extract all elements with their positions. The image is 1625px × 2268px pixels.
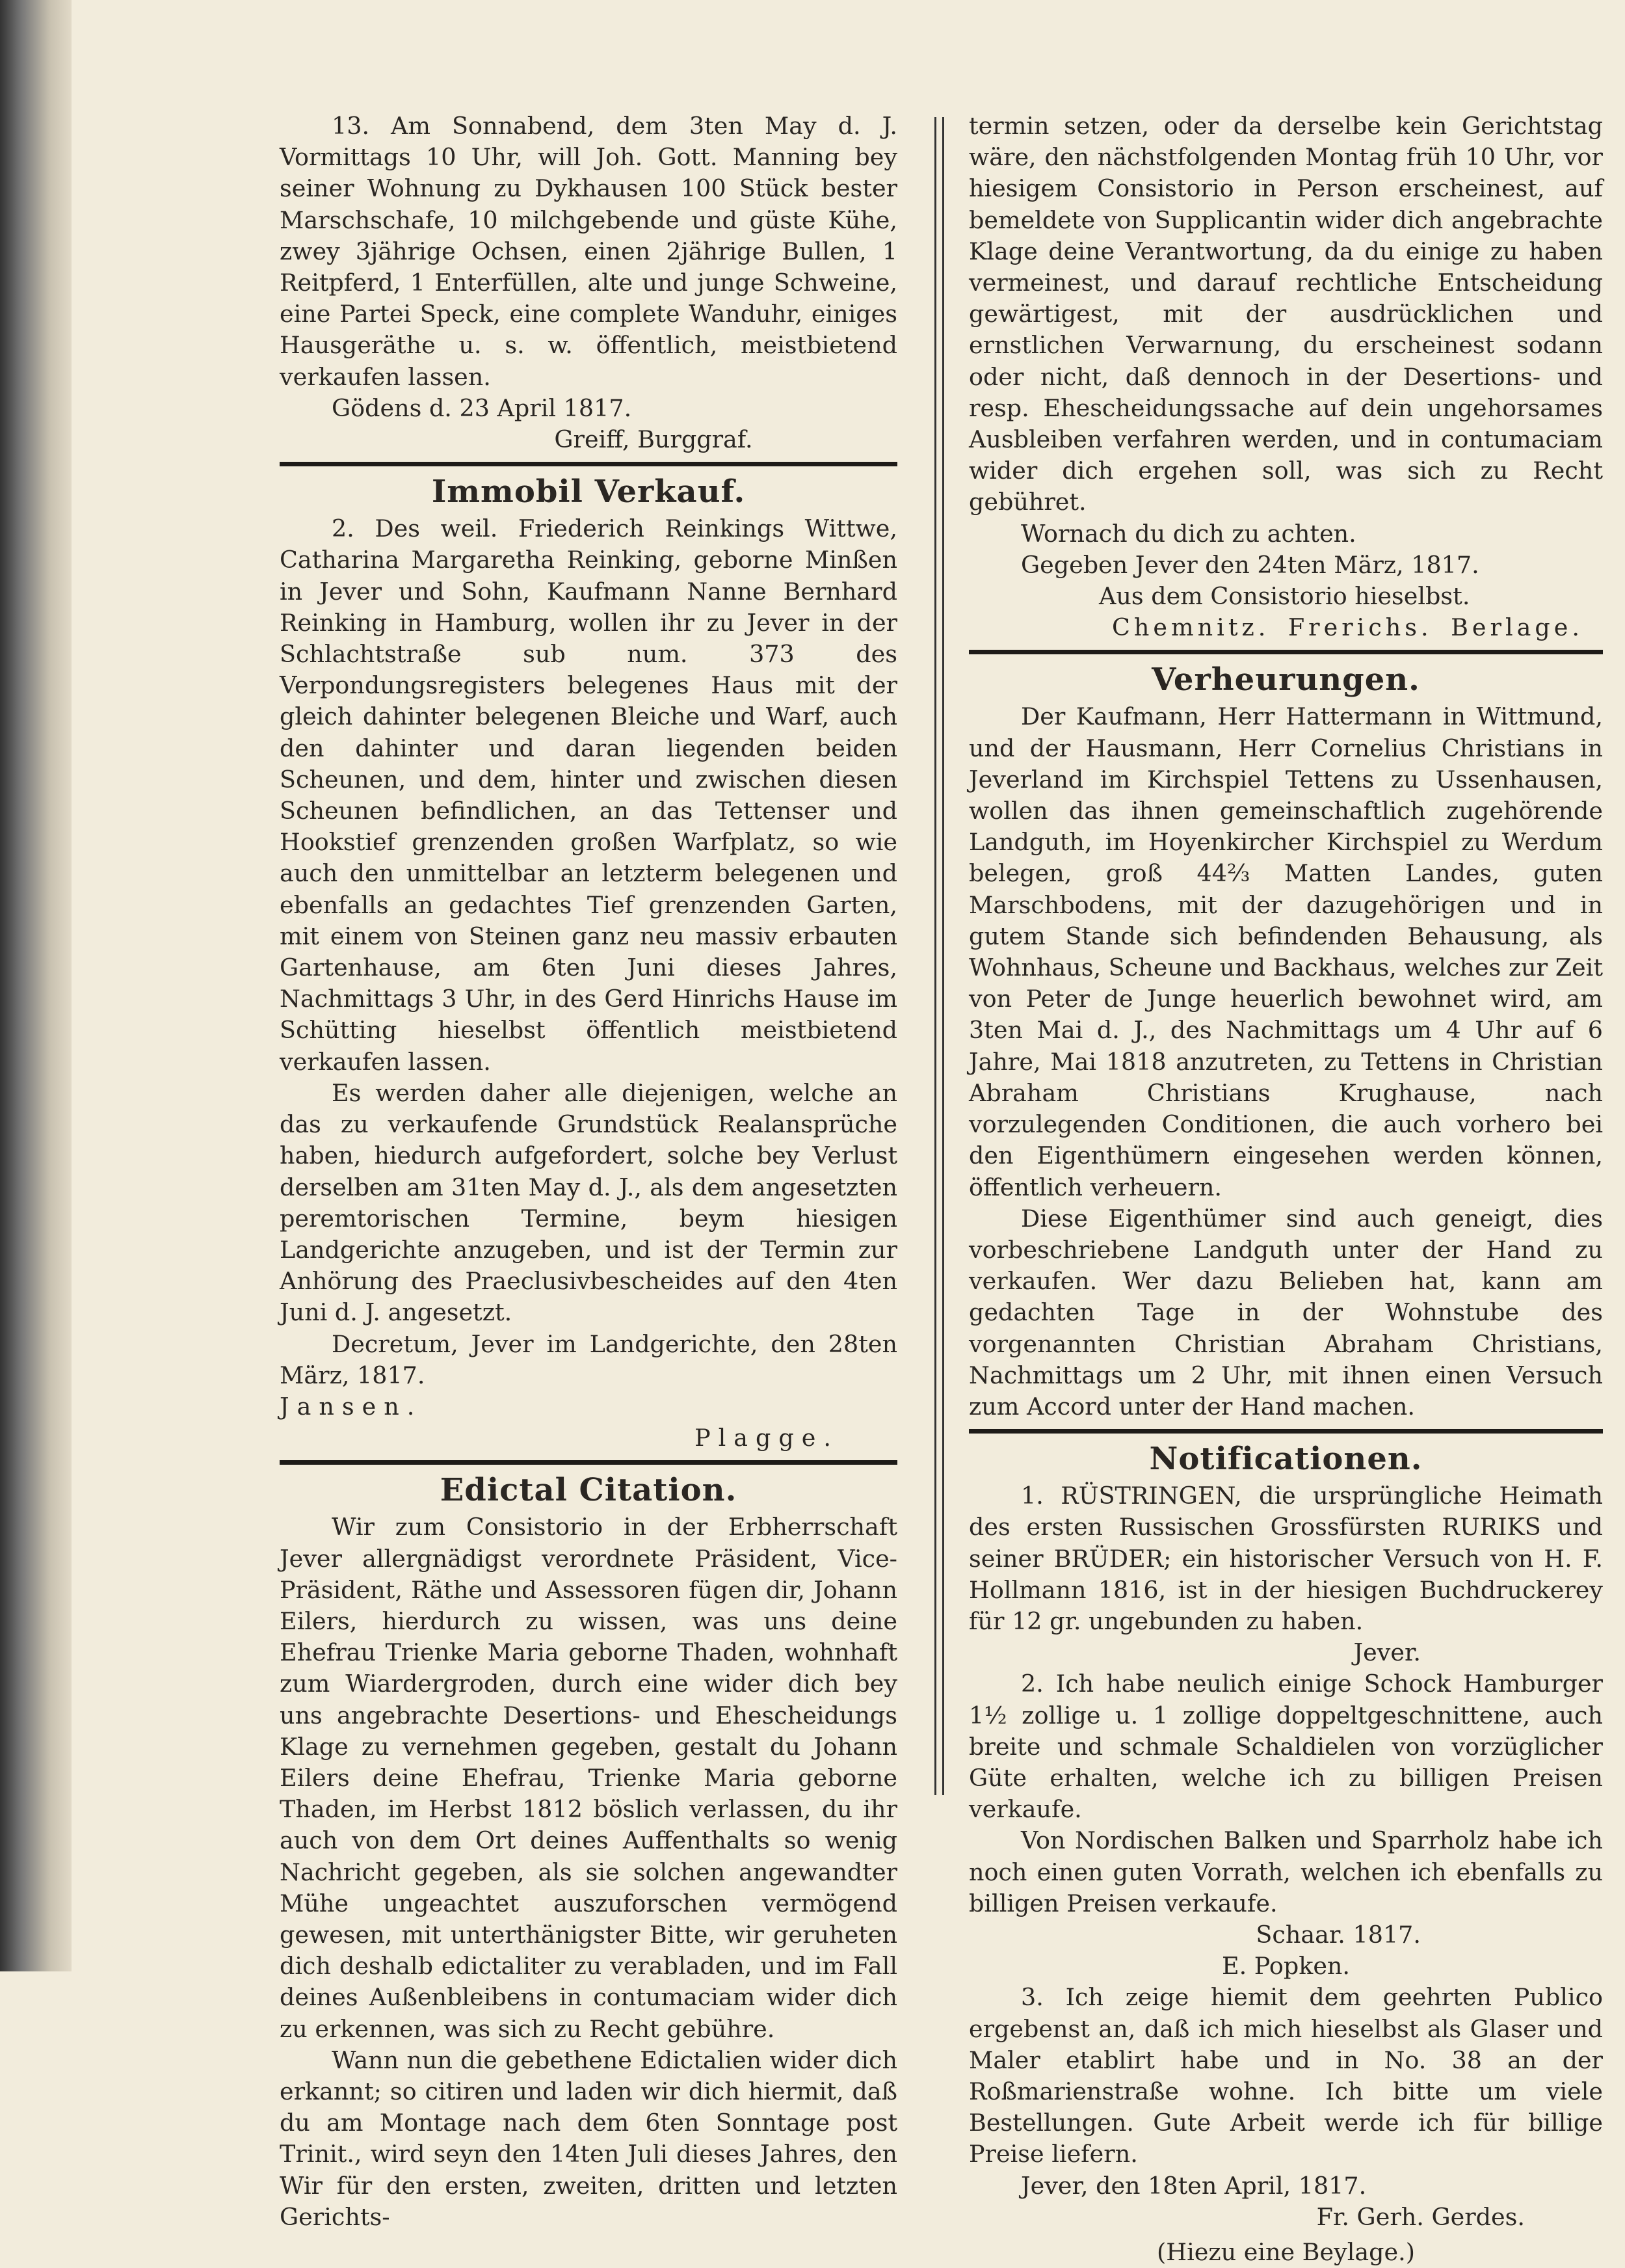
notification-3-signature: Fr. Gerh. Gerdes. xyxy=(1316,2202,1525,2231)
edictal-paragraph-1: Wir zum Consistorio in der Erbherrschaft Jever allergnädigst verordnete Präsident, Vice-Präsident, Räthe und Assessoren fügen dir, Johann Eilers, hierdurch zu wissen, was uns deine Ehefrau Trienke Maria geborne Thaden, wohnhaft zum Wiardergroden, durch eine wider dich bey uns angebrachte Desertions- und Ehescheidungs Klage zu vernehmen gegeben, gestalt du Johann Eilers deine Ehefrau, Trienke Maria geborne Thaden, im Herbst 1812 böslich verlassen, du ihr auch von dem Ort deines Auffenthalts so wenig Nachricht gegeben, als sie solchen angewandter Mühe ungeachtet auszuforschen vermögend gewesen, mit unterthänigster Bitte, wir geruheten dich deshalb edictaliter zu verabladen, und im Fall deines Außenbleibens in contumaciam wider dich zu erkennen, was sich zu Recht gebühre. xyxy=(280,1513,897,2043)
verheurungen-heading: Verheurungen. xyxy=(1152,661,1420,699)
notificationen-heading: Notificationen. xyxy=(1149,1441,1423,1478)
left-column xyxy=(280,111,897,2233)
section-rule xyxy=(969,650,1603,654)
book-spine-shadow xyxy=(0,0,72,1971)
notification-2-place: Schaar. 1817. xyxy=(1256,1920,1421,1949)
signature-frerichs: Frerichs. xyxy=(1288,613,1433,642)
edictal-paragraph-2: Wann nun die gebethene Edictalien wider dich erkannt; so citiren und laden wir dich hiermit, daß du am Montage nach dem 6ten Sonntage post Trinit., wird seyn den 14ten Juli dieses Jahres, den Wir für den ersten, zweiten, dritten und letzten Gerichts- xyxy=(280,2046,897,2231)
verheurungen-paragraph-2: Diese Eigenthümer sind auch geneigt, dies vorbeschriebene Landguth unter der Hand zu verkaufen. Wer dazu Belieben hat, kann am gedachten Tage in der Wohnstube des vorgenannten Christian Abraham Christians, Nachmittags um 2 Uhr, mit ihnen einen Versuch zum Accord unter der Hand machen. xyxy=(969,1204,1603,1421)
right-column xyxy=(969,111,1603,2268)
notification-3: 3. Ich zeige hiemit dem geehrten Publico ergebenst an, daß ich mich hieselbst als Glaser und Maler etablirt habe und in No. 38 an der Roßmarienstraße wohne. Ich bitte um viele Bestellungen. Gute Arbeit werde ich für billige Preise liefern. xyxy=(969,1983,1603,2168)
notification-2-paragraph-2: Von Nordischen Balken und Sparrholz habe ich noch einen guten Vorrath, welchen ich ebenfalls zu billigen Preisen verkaufe. xyxy=(969,1826,1603,1917)
immobil-paragraph-1: 2. Des weil. Friederich Reinkings Wittwe, Catharina Margaretha Reinking, geborne Minßen in Jever und Sohn, Kaufmann Nanne Bernhard Reinking in Hamburg, wollen ihr zu Jever in der Schlachtstraße sub num. 373 des Verpondungsregisters belegenes Haus mit der gleich dahinter belegenen Bleiche und Warf, auch den dahinter und daran liegenden beiden Scheunen, und dem, hinter und zwischen diesen Scheunen befindlichen, an das Tettenser und Hookstief grenzenden großen Warfplatz, so wie auch den unmittelbar an letzterm belegenen und ebenfalls an gedachtes Tief grenzenden Garten, mit einem von Steinen ganz neu massiv erbauten Gartenhause, am 6ten Juni dieses Jahres, Nachmittags 3 Uhr, in des Gerd Hinrichs Hause im Schütting hieselbst öffentlich meistbietend verkaufen lassen. xyxy=(280,514,897,1076)
edictal-heading: Edictal Citation. xyxy=(440,1472,737,1509)
notification-2-paragraph-1: 2. Ich habe neulich einige Schock Hamburger 1½ zollige u. 1 zollige doppeltgeschnittene, auch breite und schmale Schaldielen von vorzüglicher Güte erhalten, welche ich zu billigen Preisen verkaufe. xyxy=(969,1670,1603,1824)
notice-item-13-signature: Greiff, Burggraf. xyxy=(554,425,753,454)
edictal-continuation: termin setzen, oder da derselbe kein Gerichtstag wäre, den nächstfolgenden Montag früh 10 Uhr, vor hiesigem Consistorio in Person erscheinest, auf bemeldete von Supplicantin wider dich angebrachte Klage deine Verantwortung, da du einige zu haben vermeinest, und darauf rechtliche Entscheidung gewärtigest, mit der ausdrücklichen und ernstlichen Verwarnung, du erscheinest sodann oder nicht, daß dennoch in der Desertions- und resp. Ehescheidungssache auf dein ungehorsames Ausbleiben verfahren werden, und in contumaciam wider dich ergehen soll, was sich zu Recht gebühret. xyxy=(969,112,1603,516)
immobil-signature-plagge: Plagge. xyxy=(694,1424,839,1452)
notification-2-signature: E. Popken. xyxy=(1221,1952,1351,1981)
notice-item-13: 13. Am Sonnabend, dem 3ten May d. J. Vormittags 10 Uhr, will Joh. Gott. Manning bey seiner Wohnung zu Dykhausen 100 Stück bester Marschschafe, 10 milchgebende und güste Kühe, zwey 3jährige Ochsen, einen 2jährige Bullen, 1 Reitpferd, 1 Enterfüllen, alte und junge Schweine, eine Partei Speck, eine complete Wanduhr, einiges Hausgeräthe u. s. w. öffentlich, meistbietend verkaufen lassen. xyxy=(280,112,897,391)
verheurungen-paragraph-1: Der Kaufmann, Herr Hattermann in Wittmund, und der Hausmann, Herr Cornelius Christians in Jeverland im Kirchspiel Tettens zu Ussenhausen, wollen das ihnen gemeinschaftlich zugehörende Landguth, im Hoyenkircher Kirchspiel zu Werdum belegen, groß 44⅔ Matten Landes, guten Marschbodens, mit der dazugehörigen und in gutem Stande sich befindenden Behausung, als Wohnhaus, Scheune und Backhaus, welches zur Zeit von Peter de Junge heuerlich bewohnet wird, am 3ten Mai d. J., des Nachmittags um 4 Uhr auf 6 Jahre, Mai 1818 anzutreten, zu Tettens in Christian Abraham Christians Krughause, nach vorzulegenden Conditionen, die auch vorhero bei den Eigenthümern eingesehen werden können, öffentlich verheuern. xyxy=(969,702,1603,1201)
section-rule xyxy=(280,1460,897,1465)
edictal-signatures xyxy=(969,612,1603,643)
immobil-decretum: Decretum, Jever im Landgerichte, den 28ten März, 1817. xyxy=(280,1329,897,1389)
section-rule xyxy=(280,462,897,466)
edictal-aus: Aus dem Consistorio hieselbst. xyxy=(1099,582,1470,611)
immobil-heading: Immobil Verkauf. xyxy=(431,474,746,511)
signature-chemnitz: Chemnitz. xyxy=(1112,613,1270,642)
notification-1: 1. RÜSTRINGEN, die ursprüngliche Heimath des ersten Russischen Grossfürsten RURIKS und seiner BRÜDER; ein historischer Versuch von H. F. Hollmann 1816, ist in der hiesigen Buchdruckerey für 12 gr. ungebunden zu haben. xyxy=(969,1482,1603,1635)
edictal-wornach: Wornach du dich zu achten. xyxy=(1021,519,1356,548)
notification-1-place: Jever. xyxy=(1353,1638,1421,1667)
immobil-paragraph-2: Es werden daher alle diejenigen, welche an das zu verkaufende Grundstück Realansprüche haben, hiedurch aufgefordert, solche bey Verlust derselben am 31ten May d. J., als dem angesetzten peremtorischen Termine, beym hiesigen Landgerichte anzugeben, und ist der Termin zur Anhörung des Praeclusivbescheides auf den 4ten Juni d. J. angesetzt. xyxy=(280,1078,897,1327)
notice-item-13-place: Gödens d. 23 April 1817. xyxy=(332,394,632,422)
immobil-signature-jansen: Jansen. xyxy=(280,1392,423,1421)
signature-berlage: Berlage. xyxy=(1451,613,1583,642)
edictal-given: Gegeben Jever den 24ten März, 1817. xyxy=(1021,550,1479,579)
notification-3-date: Jever, den 18ten April, 1817. xyxy=(1021,2171,1367,2200)
section-rule xyxy=(969,1429,1603,1434)
column-divider xyxy=(934,117,944,1795)
beylage-note: (Hiezu eine Beylage.) xyxy=(1157,2238,1415,2266)
